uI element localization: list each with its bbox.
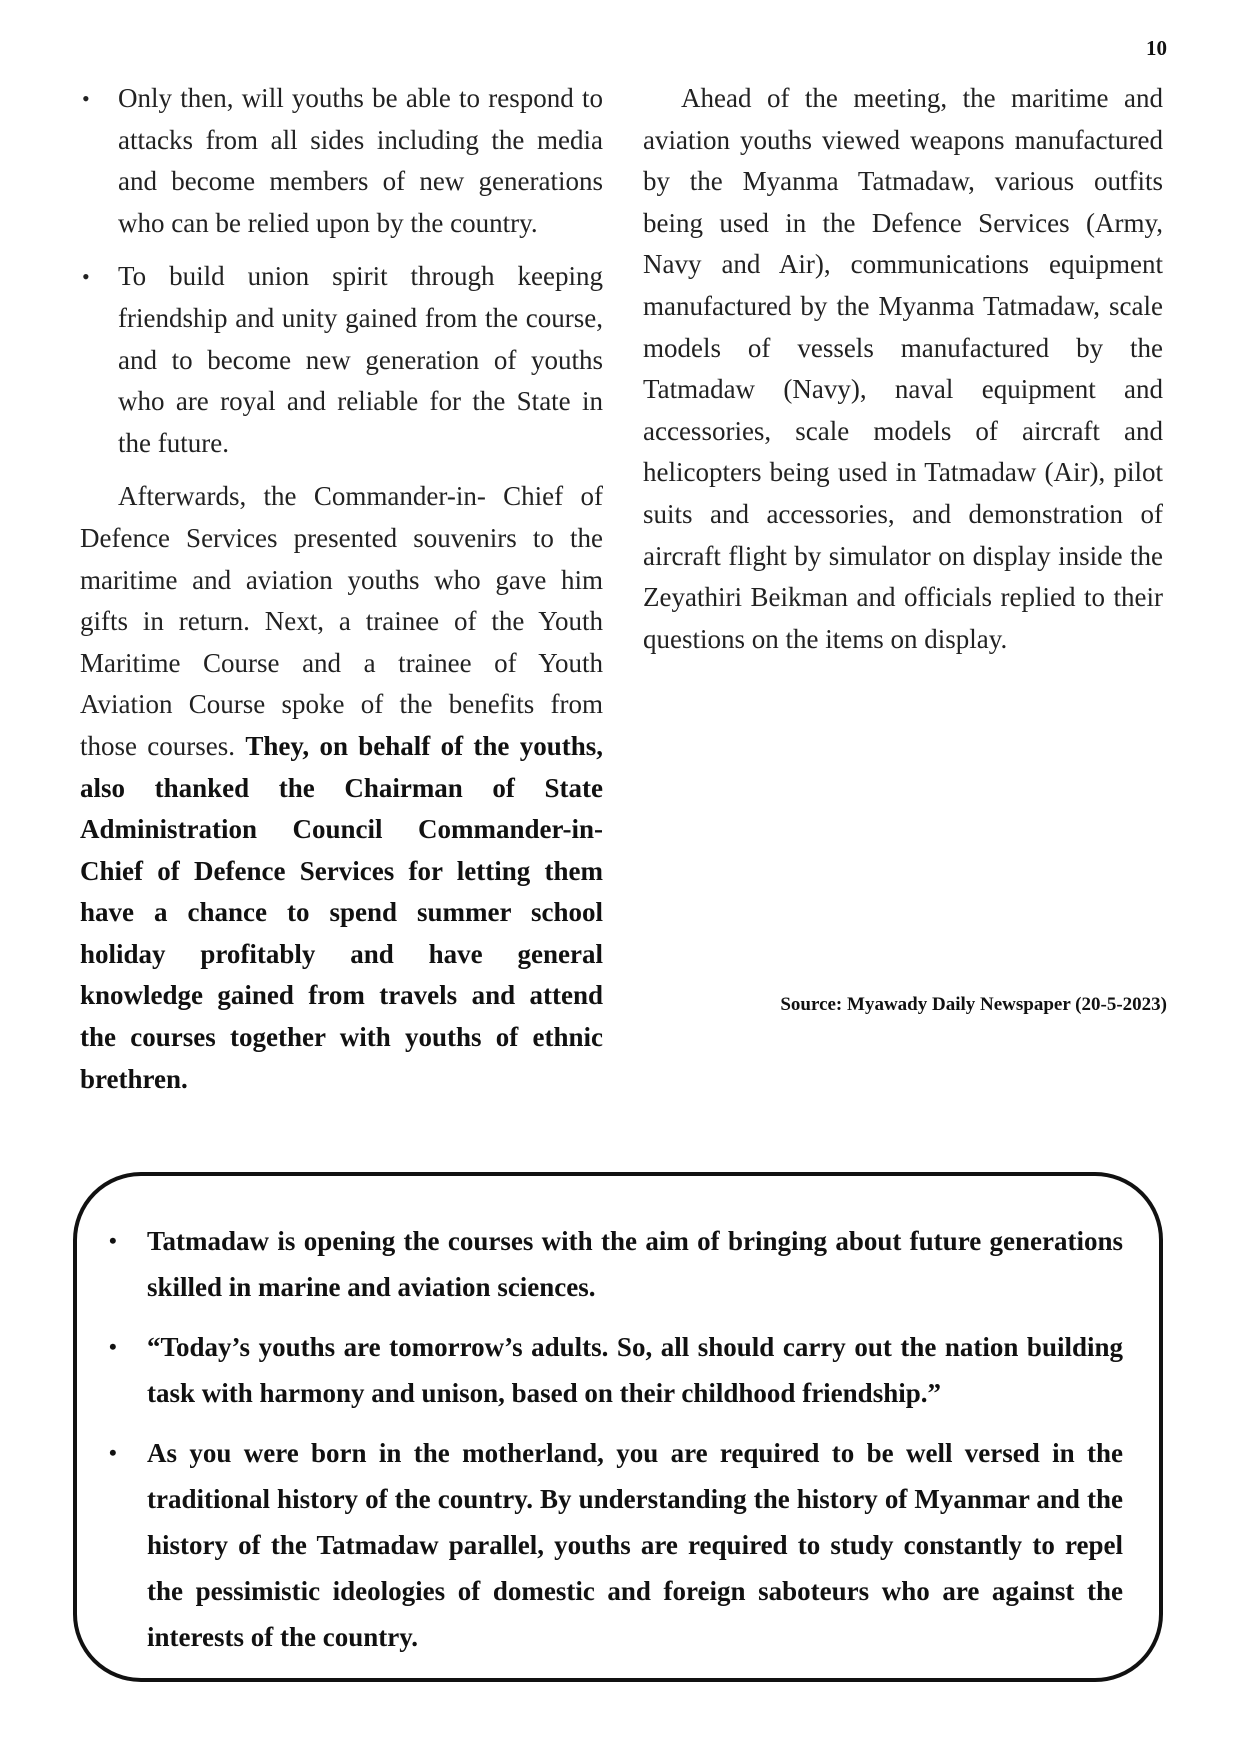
callout-box [73,1172,1163,1682]
callout-bullet-list [107,1218,1123,1660]
callout-text: As you were born in the motherland, you are required to be well versed in the traditional history of the country. By understanding the history of Myanmar and the history of the Tatmadaw parallel, youths are required to study constantly to repel the pessimistic ideologies of domestic and foreign saboteurs who are against the interests of the country. [147,1438,1123,1652]
list-item [107,1430,1123,1660]
body-paragraph: Ahead of the meeting, the maritime and aviation youths viewed weapons manufactured by the Myanma Tatmadaw, various outfits being used in the Defence Services (Army, Navy and Air), communications equipment manufactured by the Myanma Tatmadaw, scale models of vessels manufactured by the Tatmadaw (Navy), naval equipment and accessories, scale models of aircraft and helicopters being used in Tatmadaw (Air), pilot suits and accessories, and demonstration of aircraft flight by simulator on display inside the Zeyathiri Beikman and officials replied to their questions on the items on display. [643,83,1163,654]
list-item [107,1218,1123,1310]
callout-text: “Today’s youths are tomorrow’s adults. So, all should carry out the nation building task with harmony and unison, based on their childhood friendship.” [147,1332,1123,1408]
list-item [80,256,603,464]
callout-text: Tatmadaw is opening the courses with the aim of bringing about future generations skilled in marine and aviation sciences. [147,1226,1123,1302]
source-citation: Source: Myawady Daily Newspaper (20-5-2023) [780,994,1167,1015]
list-item [107,1324,1123,1416]
left-column [80,78,603,1100]
body-paragraph [80,476,603,1100]
bullet-icon: • [82,264,90,290]
bullet-text: Only then, will youths be able to respond to attacks from all sides including the media and become members of new generations who can be relied upon by the country. [118,83,603,238]
page-number: 10 [1146,36,1167,60]
bullet-text: To build union spirit through keeping friendship and unity gained from the course, and to become new generation of youths who are royal and reliable for the State in the future. [118,261,603,458]
list-item [80,78,603,244]
paragraph-bold-text: They, on behalf of the youths, also thanked the Chairman of State Administration Council Commander-in-Chief of Defence Services for letting them have a chance to spend summer school holiday profitably and have general knowledge gained from travels and attend the courses together with youths of ethnic brethren. [80,730,604,1094]
bullet-icon: • [109,1440,117,1465]
right-column [643,78,1163,660]
left-bullet-list [80,78,603,464]
paragraph-regular-text: Afterwards, the Commander-in- Chief of Defence Services presented souvenirs to the maritime and aviation youths who gave him gifts in return. Next, a trainee of the Youth Maritime Course and a trainee of Youth Aviation Course spoke of the benefits from those courses. [80,481,603,761]
bullet-icon: • [82,86,90,111]
bullet-icon: • [109,1334,117,1359]
bullet-icon: • [109,1228,117,1253]
